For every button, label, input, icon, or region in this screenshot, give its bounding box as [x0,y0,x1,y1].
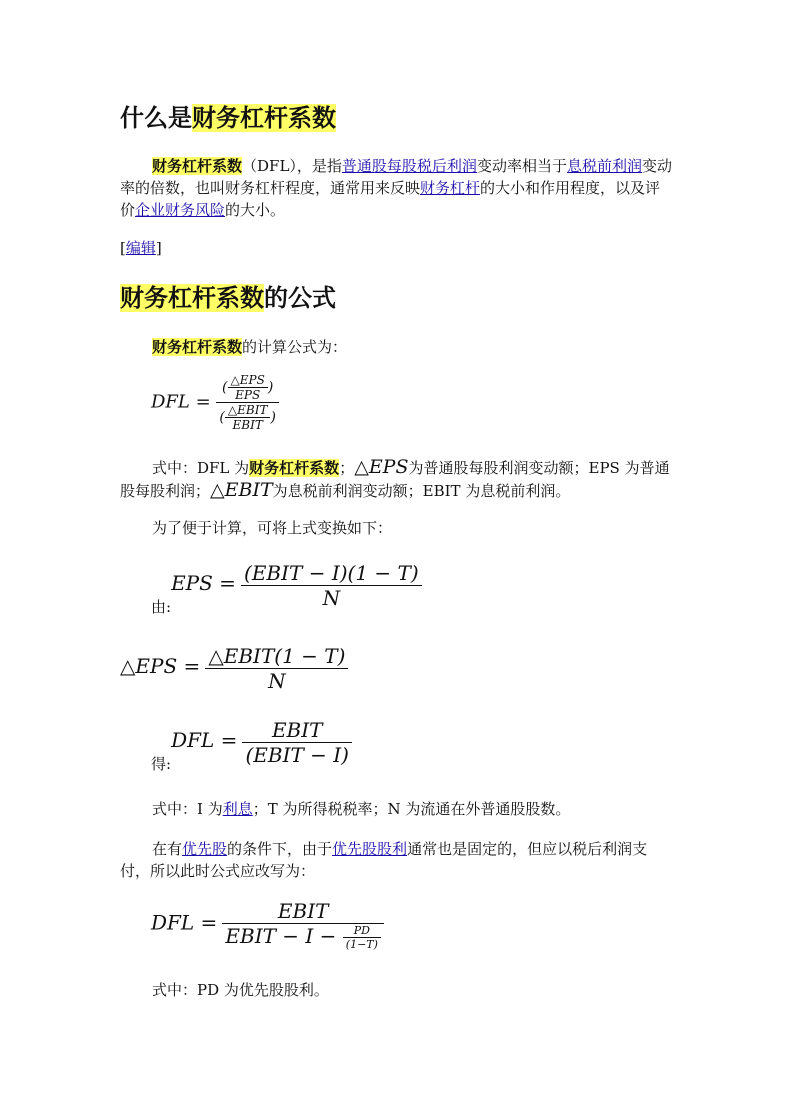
inner-fraction-eps [228,373,268,402]
intro-paragraph [120,155,672,221]
formula-dfl-preferred [151,899,384,951]
heading-highlight: 财务杠杆系数 [192,104,336,132]
math-delta-eps: △EPS [354,456,409,478]
formula-fraction [241,561,422,610]
definition-paragraph-1 [120,456,672,502]
inner-denominator: EPS [235,388,261,402]
fraction-denominator: ( $\frac{\text{△EBIT}}{\text{EBIT}}$ ) [219,403,276,432]
def2-text-2: ；T 为所得税税率；N 为流通在外普通股股数。 [252,800,571,818]
intro-text-1: （DFL），是指 [242,157,342,175]
edit-section [120,237,672,259]
inner-numerator: PD [343,924,381,938]
formula-fraction [205,644,348,693]
def1-text-2: ； [339,459,355,477]
def1-text-1: 式中：DFL 为 [152,459,250,477]
intro-text-4: 的大小和作用程度，以及评价 [120,179,661,219]
edit-bracket-close: ] [155,239,162,257]
definition-paragraph-3: 式中：PD 为优先股股利。 [152,981,329,999]
inner-fraction-pd [343,924,381,951]
edit-bracket-open: [ [120,239,126,257]
formula-dfl-result [151,718,352,774]
fraction-denominator: N [322,586,341,610]
inner-numerator: △EBIT [225,403,271,418]
link-ebit[interactable]: 息税前利润 [566,157,642,175]
link-preferred-stock[interactable]: 优先股 [182,840,228,858]
inner-denominator: (1−T) [345,938,378,951]
heading-text: 的公式 [264,284,336,312]
formula-lhs: EPS = [171,571,236,595]
formula-prefix: 得: [151,755,172,773]
fraction-numerator: ( $\frac{\text{△EPS}}{\text{EPS}}$ ) [216,373,279,403]
def1-text-3: 为普通股每股利润变动额；EPS 为普通股每股利润； [120,459,670,500]
link-preferred-dividend[interactable]: 优先股股利 [332,840,408,858]
formula-lhs: DFL = [151,910,218,935]
fraction-numerator: (EBIT − I)(1 − T) [241,561,422,586]
fraction-denominator: (EBIT − I) [245,743,349,767]
fraction-numerator: EBIT [242,718,352,743]
formula-delta-eps [120,644,348,693]
formula-main-fraction [216,373,279,432]
inner-fraction-ebit [225,403,271,432]
link-eps-after-tax[interactable]: 普通股每股税后利润 [341,157,477,175]
fraction-numerator: △EBIT(1 − T) [205,644,348,669]
heading-what-is-dfl [120,103,336,133]
formula-lhs: △EPS = [120,654,201,678]
transform-paragraph: 为了便于计算，可将上式变换如下： [152,519,393,537]
formula-fraction [222,899,384,951]
definition-paragraph-2 [120,798,672,820]
heading-text: 什么是 [120,104,192,132]
link-interest[interactable]: 利息 [222,800,253,818]
fraction-numerator: EBIT [222,899,384,924]
formula-eps [151,561,422,617]
term-highlight: 财务杠杆系数 [152,338,243,356]
fraction-denominator [222,924,384,951]
preferred-stock-paragraph [120,838,672,882]
heading-highlight: 财务杠杆系数 [120,284,264,312]
formula-intro [120,336,672,358]
intro-text-3: 变动率的倍数，也叫财务杠杆程度，通常用来反映 [120,157,672,197]
edit-link[interactable]: 编辑 [125,239,156,257]
term-highlight: 财务杠杆系数 [249,459,340,477]
math-delta-ebit: △EBIT [210,479,273,501]
fraction-denominator: N [268,669,286,693]
inner-denominator: EBIT [232,418,263,432]
link-financial-leverage[interactable]: 财务杠杆 [420,179,481,197]
pref-text-2: 的条件下，由于 [227,840,333,858]
formula-prefix: 由: [151,598,172,616]
pref-text-1: 在有 [152,840,183,858]
formula-intro-text: 的计算公式为： [242,338,348,356]
def2-text-1: 式中：I 为 [152,800,223,818]
formula-fraction [242,718,352,767]
inner-numerator: △EPS [228,373,268,388]
intro-text-2: 变动率相当于 [476,157,567,175]
denominator-main: EBIT − I − [225,924,337,948]
heading-dfl-formula [120,283,336,313]
pref-text-3: 通常也是固定的，但应以税后利润支付，所以此时公式应改写为： [120,840,648,880]
formula-lhs: DFL = [151,391,211,413]
term-highlight: 财务杠杆系数 [152,157,243,175]
link-enterprise-financial-risk[interactable]: 企业财务风险 [135,201,226,219]
intro-text-5: 的大小。 [225,201,286,219]
formula-lhs: DFL = [171,728,238,752]
def1-text-4: 为息税前利润变动额；EBIT 为息税前利润。 [272,482,571,500]
formula-dfl-definition [151,373,279,432]
